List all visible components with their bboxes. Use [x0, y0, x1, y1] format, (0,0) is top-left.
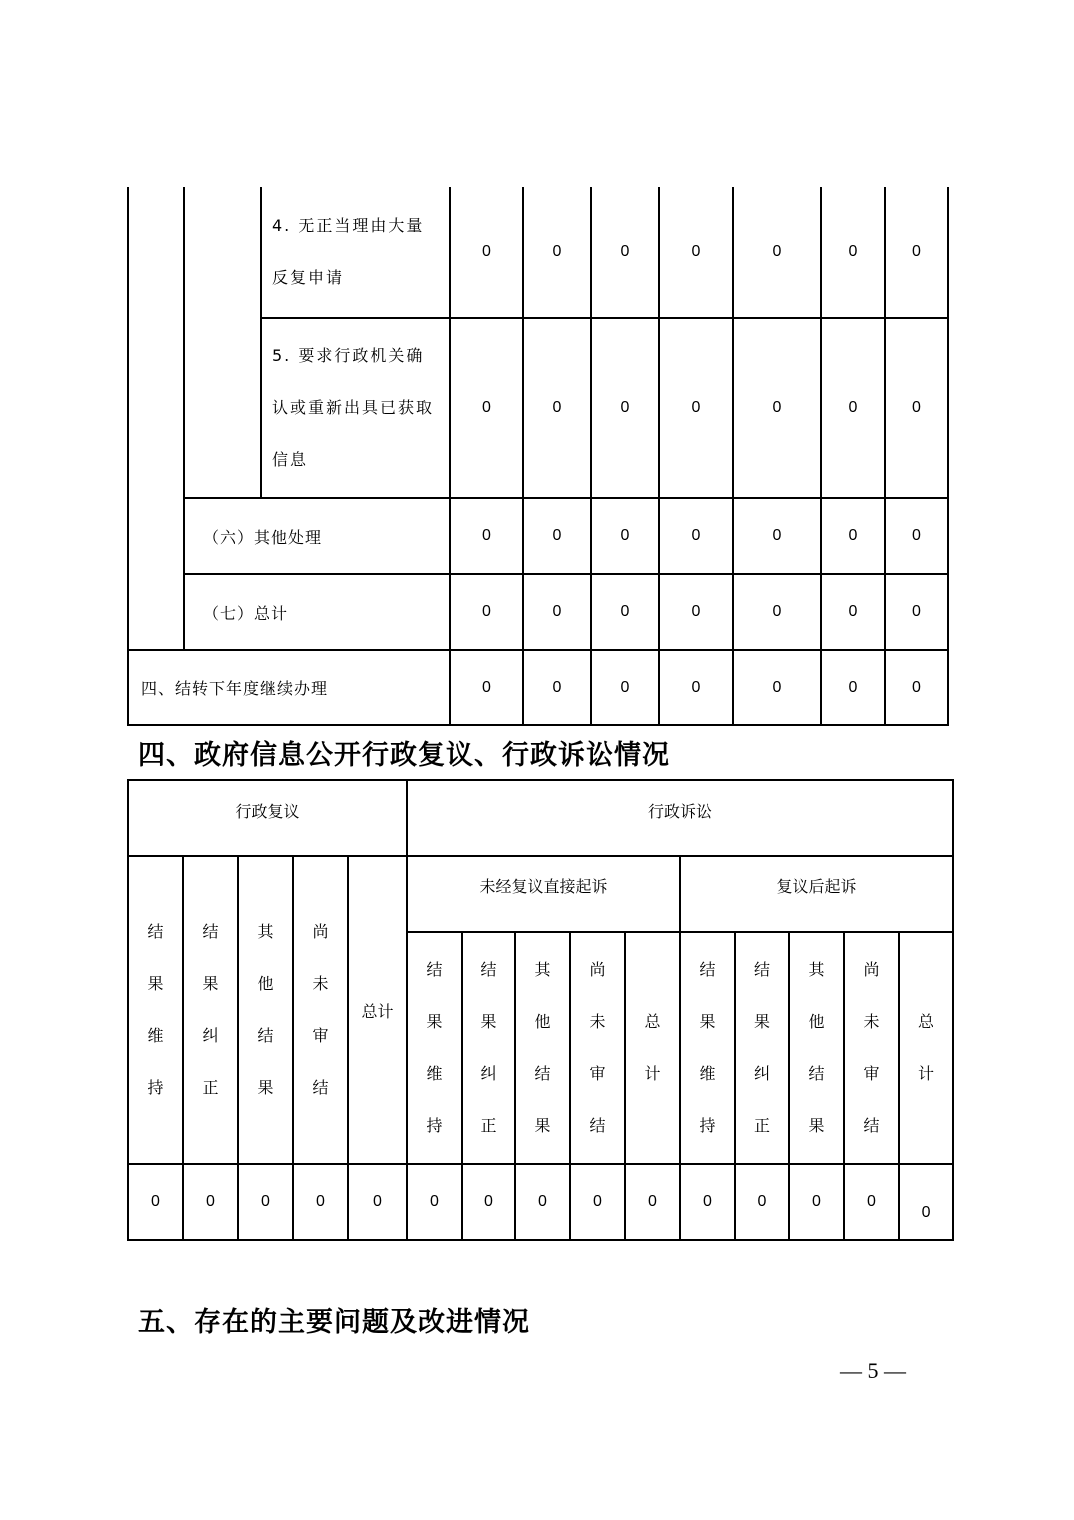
table-cell: 0 — [450, 187, 523, 318]
sub-group-cell — [184, 187, 261, 498]
table-cell: 0 — [735, 1164, 789, 1240]
table-row — [128, 780, 953, 856]
table-cell: 0 — [183, 1164, 238, 1240]
table-cell: 0 — [659, 574, 733, 650]
header-upheld — [407, 932, 462, 1164]
header-label: 其 他 结 果 — [534, 960, 551, 1135]
table-cell: 0 — [523, 318, 591, 498]
table-cell: 0 — [515, 1164, 570, 1240]
table-cell: 0 — [450, 650, 523, 725]
table-cell: 0 — [591, 574, 659, 650]
table-cell: 0 — [523, 187, 591, 318]
table-cell: 0 — [885, 574, 948, 650]
table-cell: 0 — [733, 574, 821, 650]
reconsideration-litigation-table — [127, 779, 954, 1241]
table-cell: 0 — [821, 574, 885, 650]
header-other — [515, 932, 570, 1164]
header-upheld — [680, 932, 735, 1164]
header-litigation: 行政诉讼 — [407, 780, 953, 856]
table-cell: 0 — [885, 318, 948, 498]
header-label: 结 果 维 持 — [147, 922, 164, 1097]
table-cell: 0 — [733, 650, 821, 725]
section-heading: 五、存在的主要问题及改进情况 — [138, 1307, 530, 1338]
header-label: 结 果 纠 正 — [753, 960, 770, 1135]
table-cell: 0 — [733, 318, 821, 498]
header-total — [899, 932, 953, 1164]
table-cell: 0 — [407, 1164, 462, 1240]
header-label: 结 果 纠 正 — [480, 960, 497, 1135]
header-label: 其 他 结 果 — [257, 922, 274, 1097]
header-pending — [844, 932, 899, 1164]
table-cell: 0 — [659, 318, 733, 498]
table-cell: 0 — [659, 650, 733, 725]
table-cell: 0 — [625, 1164, 680, 1240]
header-total — [625, 932, 680, 1164]
table-cell: 0 — [899, 1164, 953, 1240]
row-label: （七）总计 — [184, 574, 450, 650]
table-cell: 0 — [821, 498, 885, 574]
outer-group-cell — [128, 187, 184, 650]
header-other — [238, 856, 293, 1164]
header-suit-after: 复议后起诉 — [680, 856, 953, 932]
table-row — [128, 498, 948, 574]
header-pending — [293, 856, 348, 1164]
table-cell: 0 — [128, 1164, 183, 1240]
header-corrected — [183, 856, 238, 1164]
table-cell: 0 — [821, 187, 885, 318]
table-cell: 0 — [450, 574, 523, 650]
table-row — [128, 856, 953, 932]
table-cell: 0 — [570, 1164, 625, 1240]
table-row — [128, 187, 948, 318]
header-direct-suit: 未经复议直接起诉 — [407, 856, 680, 932]
header-label: 其 他 结 果 — [808, 960, 825, 1135]
page-number: — 5 — — [840, 1358, 906, 1383]
header-label: 结 果 维 持 — [699, 960, 716, 1135]
row-label: 4. 无正当理由大量反复申请 — [261, 187, 450, 318]
table-cell: 0 — [844, 1164, 899, 1240]
table-cell: 0 — [733, 498, 821, 574]
header-pending — [570, 932, 625, 1164]
row-label: 四、结转下年度继续办理 — [128, 650, 450, 725]
header-label: 总 计 — [644, 1012, 661, 1083]
table-cell: 0 — [591, 318, 659, 498]
table-cell: 0 — [821, 318, 885, 498]
header-upheld — [128, 856, 183, 1164]
table-cell: 0 — [450, 318, 523, 498]
header-label: 结 果 纠 正 — [202, 922, 219, 1097]
table-cell: 0 — [659, 498, 733, 574]
table-cell: 0 — [450, 498, 523, 574]
row-label: 5. 要求行政机关确认或重新出具已获取信息 — [261, 318, 450, 498]
table-cell: 0 — [591, 498, 659, 574]
table-row — [128, 1164, 953, 1240]
table-cell: 0 — [348, 1164, 407, 1240]
header-label: 尚 未 审 结 — [312, 922, 329, 1097]
header-label: 结 果 维 持 — [426, 960, 443, 1135]
table-cell: 0 — [523, 574, 591, 650]
table-cell: 0 — [885, 498, 948, 574]
header-label: 尚 未 审 结 — [863, 960, 880, 1135]
header-other — [789, 932, 844, 1164]
header-total: 总计 — [348, 856, 407, 1164]
section-heading: 四、政府信息公开行政复议、行政诉讼情况 — [138, 740, 670, 771]
table-row — [128, 574, 948, 650]
table-cell: 0 — [821, 650, 885, 725]
table-cell: 0 — [733, 187, 821, 318]
table-cell: 0 — [885, 187, 948, 318]
table-cell: 0 — [523, 498, 591, 574]
table-cell: 0 — [885, 650, 948, 725]
header-label: 总 计 — [918, 1012, 935, 1083]
header-corrected — [462, 932, 515, 1164]
table-cell: 0 — [789, 1164, 844, 1240]
table-row — [128, 650, 948, 725]
table-cell: 0 — [680, 1164, 735, 1240]
table-cell: 0 — [238, 1164, 293, 1240]
row-label: （六）其他处理 — [184, 498, 450, 574]
table-cell: 0 — [659, 187, 733, 318]
table-cell: 0 — [293, 1164, 348, 1240]
header-corrected — [735, 932, 789, 1164]
table-cell: 0 — [591, 187, 659, 318]
header-label: 尚 未 审 结 — [589, 960, 606, 1135]
table-cell: 0 — [462, 1164, 515, 1240]
table-cell: 0 — [523, 650, 591, 725]
handling-results-table — [127, 187, 949, 726]
table-cell: 0 — [591, 650, 659, 725]
header-reconsideration: 行政复议 — [128, 780, 407, 856]
